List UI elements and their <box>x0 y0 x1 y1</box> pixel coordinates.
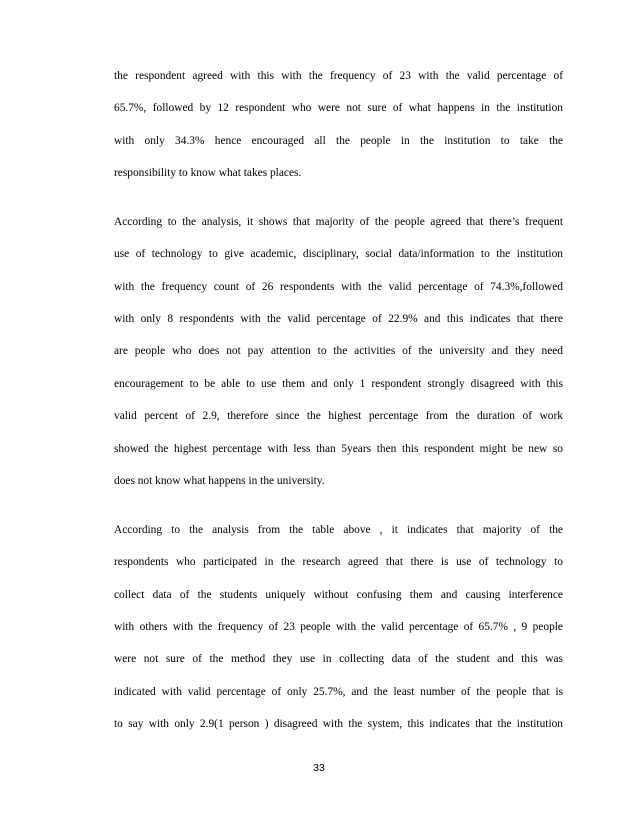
paragraph-1-line-1: the respondent agreed with this with the frequency of 23 with the valid percentage of <box>114 70 563 82</box>
paragraph-3-line-3: collect data of the students uniquely without confusing them and causing interference <box>114 589 563 601</box>
paragraph-3-line-6: indicated with valid percentage of only 25.7%, and the least number of the people that is <box>114 686 563 698</box>
paragraph-2-line-7: valid percent of 2.9, therefore since the highest percentage from the duration of work <box>114 410 563 422</box>
paragraph-2-line-1: According to the analysis, it shows that majority of the people agreed that there’s frequent <box>114 216 563 228</box>
paragraph-2-line-4: with only 8 respondents with the valid percentage of 22.9% and this indicates that there <box>114 313 563 325</box>
paragraph-3-line-2: respondents who participated in the research agreed that there is use of technology to <box>114 556 563 568</box>
paragraph-2-line-6: encouragement to be able to use them and only 1 respondent strongly disagreed with this <box>114 378 563 390</box>
paragraph-1-line-4: responsibility to know what takes places. <box>114 167 302 179</box>
paragraph-2-line-2: use of technology to give academic, disciplinary, social data/information to the institution <box>114 248 563 260</box>
paragraph-2-line-9: does not know what happens in the university. <box>114 475 325 487</box>
page-number: 33 <box>313 762 325 774</box>
paragraph-3-line-7: to say with only 2.9(1 person ) disagreed with the system, this indicates that the institution <box>114 718 563 730</box>
paragraph-3-line-5: were not sure of the method they use in collecting data of the student and this was <box>114 653 563 665</box>
paragraph-3-line-1: According to the analysis from the table above , it indicates that majority of the <box>114 524 563 536</box>
paragraph-2-line-3: with the frequency count of 26 respondents with the valid percentage of 74.3%,followed <box>114 281 563 293</box>
paragraph-1-line-3: with only 34.3% hence encouraged all the people in the institution to take the <box>114 135 563 147</box>
paragraph-2-line-5: are people who does not pay attention to the activities of the university and they need <box>114 345 563 357</box>
paragraph-3-line-4: with others with the frequency of 23 people with the valid percentage of 65.7% , 9 people <box>114 621 563 633</box>
paragraph-2-line-8: showed the highest percentage with less than 5years then this respondent might be new so <box>114 443 563 455</box>
paragraph-1-line-2: 65.7%, followed by 12 respondent who were not sure of what happens in the institution <box>114 102 563 114</box>
